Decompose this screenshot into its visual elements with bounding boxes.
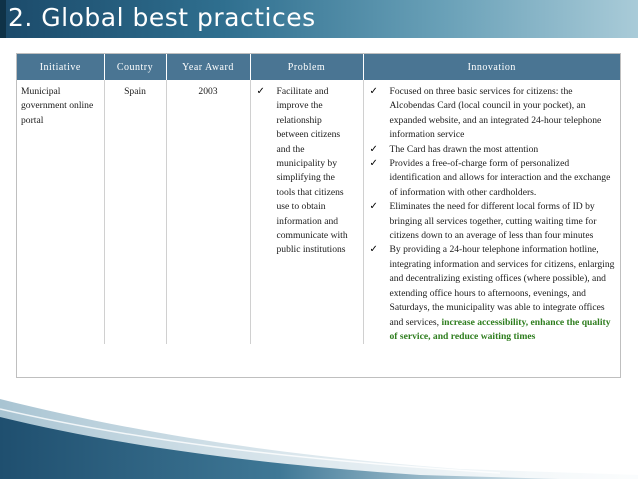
innovation-item-text: Provides a free-of-charge form of personalized identification and allows for interaction and the exchange of information with other cardholders. — [389, 158, 611, 198]
country-text: Spain — [124, 86, 146, 97]
title-accent — [0, 0, 6, 38]
table-row — [17, 80, 620, 344]
slide-title: 2. Global best practices — [8, 3, 316, 32]
checkmark-icon: ✓ — [369, 143, 378, 155]
header-problem: Problem — [250, 54, 363, 80]
list-item — [368, 143, 617, 157]
innovation-list — [368, 85, 617, 344]
innovation-highlight-text: increase accessibility, enhance the quality of service, and reduce waiting times — [389, 316, 611, 342]
innovation-item-text: The Card has drawn the most attention — [389, 143, 539, 155]
list-item — [368, 200, 617, 243]
list-item — [255, 85, 359, 258]
innovation-item-text: Focused on three basic services for citizens: the Alcobendas Card (local council in your pocket), an expanded website, and an integrated 24-hour telephone information service — [389, 86, 602, 141]
initiative-text: Municipal government online portal — [21, 86, 94, 126]
list-item — [368, 243, 617, 344]
cell-innovation — [363, 80, 620, 344]
checkmark-icon: ✓ — [256, 86, 265, 97]
cell-country — [104, 80, 166, 344]
table — [17, 54, 620, 344]
checkmark-icon: ✓ — [369, 201, 378, 213]
title-bar — [0, 0, 638, 38]
list-item — [368, 85, 617, 143]
best-practices-table — [16, 53, 621, 378]
header-year-award: Year Award — [166, 54, 250, 80]
header-country: Country — [104, 54, 166, 80]
checkmark-icon: ✓ — [369, 158, 378, 170]
cell-year — [166, 80, 250, 344]
innovation-item-text: By providing a 24-hour telephone information hotline, integrating information and services for citizens, enlarging and decentralizing existing offices (where possible), and extending office hours to afternoons, evenings, and Saturdays, the municipality was able to integrate offices and services, — [389, 244, 615, 328]
list-item — [368, 157, 617, 200]
cell-initiative — [17, 80, 104, 344]
checkmark-icon: ✓ — [369, 244, 378, 256]
checkmark-icon: ✓ — [369, 86, 378, 97]
header-initiative: Initiative — [17, 54, 104, 80]
bottom-wave-decoration — [0, 399, 638, 479]
problem-text: Facilitate and improve the relationship between citizens and the municipality by simplifying the tools that citizens use to obtain information and communicate with public institutions — [276, 86, 348, 256]
table-header-row — [17, 54, 620, 80]
innovation-item-text: Eliminates the need for different local forms of ID by bringing all services together, cutting waiting time for citizens down to an average of less than four minutes — [389, 201, 597, 242]
problem-list — [255, 85, 359, 258]
year-text: 2003 — [198, 86, 218, 97]
cell-problem — [250, 80, 363, 344]
header-innovation: Innovation — [363, 54, 620, 80]
